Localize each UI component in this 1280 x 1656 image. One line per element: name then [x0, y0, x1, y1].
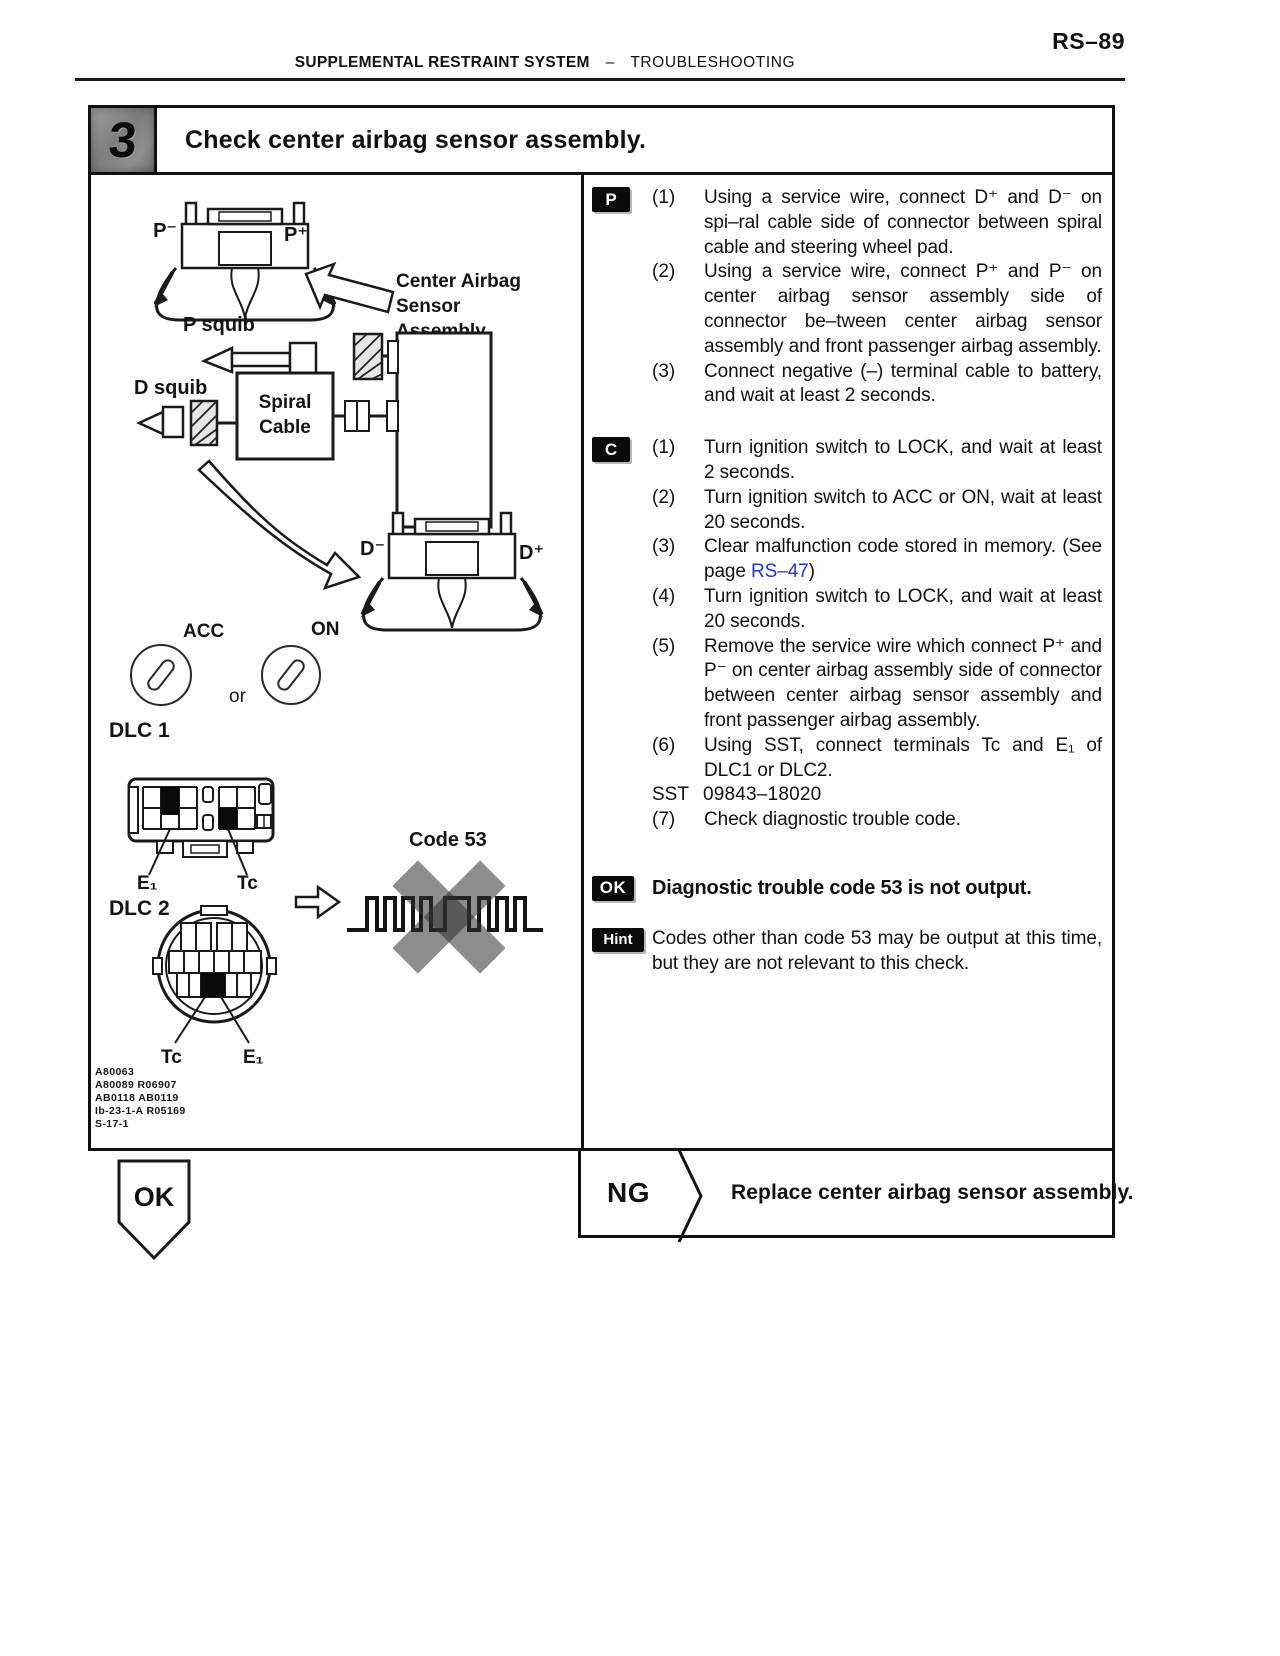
figure-illustration [91, 175, 581, 1148]
label-p-minus: P⁻ [153, 220, 177, 242]
ref-code: A80063 [95, 1066, 135, 1078]
label-d-squib: D squib [134, 377, 208, 399]
item-number: (6) [652, 734, 676, 756]
ng-result-box [578, 1148, 1134, 1238]
item-text: Turn ignition switch to LOCK, and wait at least 20 seconds. [704, 585, 1102, 632]
item-text-post: ) [808, 561, 815, 583]
label-dlc2-e1: E₁ [243, 1047, 264, 1068]
label-p-plus: P⁺ [284, 224, 308, 246]
check-section [584, 436, 1112, 833]
block-arrow-icon [296, 887, 339, 917]
hint-section [584, 927, 1112, 977]
ng-chevron-icon [675, 1148, 707, 1244]
step-number-tile [91, 108, 157, 172]
item-text-pre: Clear malfunction code stored in memory. (See page [704, 536, 1102, 583]
label-d-minus: D⁻ [360, 538, 385, 560]
item-number: (4) [652, 585, 676, 607]
procedure-item [652, 260, 1102, 359]
page-number: RS–89 [1052, 28, 1125, 54]
step-box-body [91, 175, 1112, 1148]
label-on: ON [311, 619, 340, 640]
label-d-plus: D⁺ [519, 542, 544, 564]
p-squib-plug [204, 343, 316, 375]
label-dlc2: DLC 2 [109, 897, 170, 920]
item-text: Using a service wire, connect D⁺ and D⁻ on spi–ral cable side of connector between spiral cable and steering wheel pad. [704, 187, 1102, 258]
arrow-to-connector-icon [306, 264, 393, 312]
item-text: Turn ignition switch to LOCK, and wait at least 2 seconds. [704, 437, 1102, 483]
spiral-cable-box [237, 373, 333, 459]
item-text: Turn ignition switch to ACC or ON, wait at least 20 seconds. [704, 486, 1102, 533]
item-text: Using SST, connect terminals Tc and E₁ of DLC1 or DLC2. [704, 734, 1102, 781]
procedure-item [652, 635, 1102, 734]
item-text: Using a service wire, connect P⁺ and P⁻ on center airbag sensor assembly side of connector be–tween center airbag sensor assembly and front passenger airbag assembly. [704, 261, 1102, 357]
procedure-item [652, 734, 1102, 784]
item-number: (3) [652, 360, 676, 382]
ok-result-label: OK [133, 1182, 175, 1212]
procedure-item [652, 808, 1102, 833]
ref-code: Ib-23-1-A R05169 [95, 1105, 186, 1117]
label-spiral: Spiral [258, 392, 312, 413]
label-p-squib: P squib [183, 314, 255, 336]
procedure-item [652, 186, 1102, 260]
procedure-item [652, 585, 1102, 635]
running-header [20, 54, 1070, 72]
dlc2-connector [153, 906, 276, 1043]
sst-label: SST [652, 784, 689, 806]
ignition-key-on [262, 646, 320, 704]
ref-code: S-17-1 [95, 1118, 129, 1130]
curved-arrow-icon [199, 461, 359, 588]
ok-criteria-section [584, 875, 1112, 901]
label-code53: Code 53 [409, 829, 487, 851]
procedure-item [652, 360, 1102, 410]
procedure-pane [584, 175, 1112, 1148]
label-or: or [229, 686, 246, 707]
item-number: (7) [652, 809, 676, 831]
connector-steering-pad [154, 203, 336, 320]
label-acc: ACC [183, 621, 225, 642]
prepare-badge: P [592, 187, 630, 212]
ok-result-arrow [116, 1158, 194, 1264]
connector-airbag-sensor [361, 513, 543, 630]
step-title: Check center airbag sensor assembly. [185, 125, 647, 154]
sst-value: 09843–18020 [702, 784, 822, 806]
item-text: Remove the service wire which connect P⁺ and P⁻ on center airbag assembly side of connector between center airbag sensor assembly and front passenger airbag assembly. [704, 635, 1102, 731]
ref-code: AB0118 AB0119 [95, 1092, 179, 1104]
item-text [704, 535, 1102, 585]
step-number: 3 [106, 112, 139, 168]
label-dlc1-e1: E₁ [137, 873, 158, 894]
item-text: Connect negative (–) terminal cable to battery, and wait at least 2 seconds. [704, 360, 1102, 407]
procedure-item [652, 535, 1102, 585]
spiral-to-box-link [333, 401, 387, 431]
figure-ref-codes [95, 1066, 186, 1130]
ng-action-text: Replace center airbag sensor assembly. [731, 1181, 1134, 1204]
item-number: (1) [652, 437, 676, 459]
step-box [88, 105, 1115, 1151]
label-dlc1-tc: Tc [237, 873, 258, 894]
label-dlc2-tc: Tc [161, 1047, 182, 1068]
page-link-rs47[interactable]: RS–47 [751, 561, 809, 583]
procedure-item [652, 486, 1102, 536]
d-squib-plug [139, 401, 237, 445]
ref-code: A80089 R06907 [95, 1079, 177, 1091]
label-dlc1: DLC 1 [109, 719, 170, 742]
label-center-airbag-1: Center Airbag [396, 271, 521, 292]
step-title-row [91, 108, 1112, 175]
sensor-assembly-box [387, 333, 491, 527]
label-cable: Cable [259, 417, 311, 438]
dlc1-connector [129, 779, 273, 875]
header-rule [75, 78, 1125, 81]
item-number: (2) [652, 486, 676, 508]
item-number: (5) [652, 635, 676, 657]
item-number: (3) [652, 536, 676, 558]
header-section: SUPPLEMENTAL RESTRAINT SYSTEM [294, 54, 590, 71]
item-number: (1) [652, 187, 676, 208]
ok-badge: OK [592, 876, 634, 901]
label-center-airbag-2: Sensor [396, 296, 461, 317]
ng-result-label: NG [607, 1177, 650, 1208]
item-number: (2) [652, 261, 676, 283]
prepare-section [584, 186, 1112, 409]
sst-line [652, 783, 1102, 808]
hint-badge: Hint [592, 928, 644, 952]
check-badge: C [592, 437, 630, 462]
ignition-key-acc [131, 645, 191, 705]
header-separator: – [605, 54, 615, 71]
hint-text: Codes other than code 53 may be output at this time, but they are not relevant to this check. [652, 927, 1102, 974]
ok-criteria-text: Diagnostic trouble code 53 is not output. [652, 876, 1032, 899]
procedure-item [652, 436, 1102, 486]
header-subsection: TROUBLESHOOTING [630, 54, 796, 71]
figure-pane [91, 175, 581, 1148]
item-text: Check diagnostic trouble code. [704, 809, 961, 831]
